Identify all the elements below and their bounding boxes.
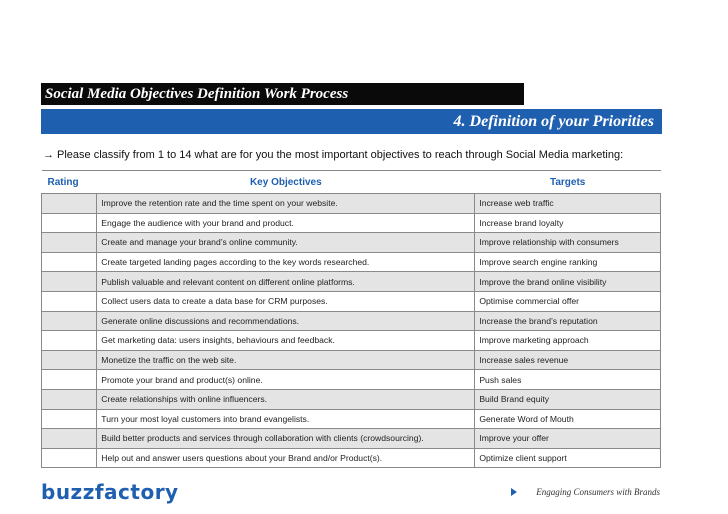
table-row	[42, 389, 661, 409]
rating-cell[interactable]	[42, 291, 97, 311]
rating-cell[interactable]	[42, 409, 97, 429]
target-cell: Improve search engine ranking	[475, 252, 661, 272]
table-row	[42, 311, 661, 331]
table-row	[42, 272, 661, 292]
objective-cell: Promote your brand and product(s) online.	[97, 370, 475, 390]
objective-cell: Collect users data to create a data base for CRM purposes.	[97, 291, 475, 311]
column-header-key-objectives: Key Objectives	[97, 171, 475, 194]
target-cell: Increase web traffic	[475, 194, 661, 214]
target-cell: Build Brand equity	[475, 389, 661, 409]
column-header-rating: Rating	[42, 171, 97, 194]
rating-cell[interactable]	[42, 213, 97, 233]
table-row	[42, 194, 661, 214]
rating-cell[interactable]	[42, 252, 97, 272]
target-cell: Optimize client support	[475, 448, 661, 468]
table-row	[42, 370, 661, 390]
target-cell: Improve marketing approach	[475, 331, 661, 351]
objective-cell: Help out and answer users questions about your Brand and/or Product(s).	[97, 448, 475, 468]
target-cell: Improve your offer	[475, 429, 661, 449]
objective-cell: Create and manage your brand’s online community.	[97, 233, 475, 253]
arrow-bullet-icon	[511, 488, 517, 496]
target-cell: Improve relationship with consumers	[475, 233, 661, 253]
table-row	[42, 429, 661, 449]
table-row	[42, 448, 661, 468]
footer-tagline: Engaging Consumers with Brands	[536, 487, 660, 497]
target-cell: Improve the brand online visibility	[475, 272, 661, 292]
objective-cell: Publish valuable and relevant content on different online platforms.	[97, 272, 475, 292]
rating-cell[interactable]	[42, 389, 97, 409]
target-cell: Increase the brand’s reputation	[475, 311, 661, 331]
column-header-targets: Targets	[475, 171, 661, 194]
rating-cell[interactable]	[42, 194, 97, 214]
instruction-line	[43, 149, 623, 161]
objective-cell: Improve the retention rate and the time spent on your website.	[97, 194, 475, 214]
priorities-table	[41, 170, 661, 468]
target-cell: Increase sales revenue	[475, 350, 661, 370]
buzzfactory-logo: buzzfactory	[41, 480, 179, 504]
objective-cell: Engage the audience with your brand and product.	[97, 213, 475, 233]
objective-cell: Monetize the traffic on the web site.	[97, 350, 475, 370]
rating-cell[interactable]	[42, 429, 97, 449]
target-cell: Push sales	[475, 370, 661, 390]
target-cell: Generate Word of Mouth	[475, 409, 661, 429]
objective-cell: Turn your most loyal customers into brand evangelists.	[97, 409, 475, 429]
rating-cell[interactable]	[42, 448, 97, 468]
section-heading: 4. Definition of your Priorities	[41, 109, 662, 134]
table-row	[42, 291, 661, 311]
arrow-icon: →	[43, 149, 54, 161]
target-cell: Increase brand loyalty	[475, 213, 661, 233]
objective-cell: Generate online discussions and recommendations.	[97, 311, 475, 331]
table-row	[42, 331, 661, 351]
rating-cell[interactable]	[42, 233, 97, 253]
document-title: Social Media Objectives Definition Work Process	[41, 83, 524, 105]
rating-cell[interactable]	[42, 311, 97, 331]
objective-cell: Get marketing data: users insights, behaviours and feedback.	[97, 331, 475, 351]
objective-cell: Create relationships with online influencers.	[97, 389, 475, 409]
rating-cell[interactable]	[42, 331, 97, 351]
table-row	[42, 213, 661, 233]
objective-cell: Create targeted landing pages according to the key words researched.	[97, 252, 475, 272]
rating-cell[interactable]	[42, 272, 97, 292]
table-header-row	[42, 171, 661, 194]
rating-cell[interactable]	[42, 350, 97, 370]
objective-cell: Build better products and services through collaboration with clients (crowdsourcing).	[97, 429, 475, 449]
table-row	[42, 233, 661, 253]
table-row	[42, 409, 661, 429]
table-row	[42, 350, 661, 370]
table-row	[42, 252, 661, 272]
target-cell: Optimise commercial offer	[475, 291, 661, 311]
instruction-text: Please classify from 1 to 14 what are for you the most important objectives to reach through Social Media marketing:	[57, 149, 624, 161]
rating-cell[interactable]	[42, 370, 97, 390]
